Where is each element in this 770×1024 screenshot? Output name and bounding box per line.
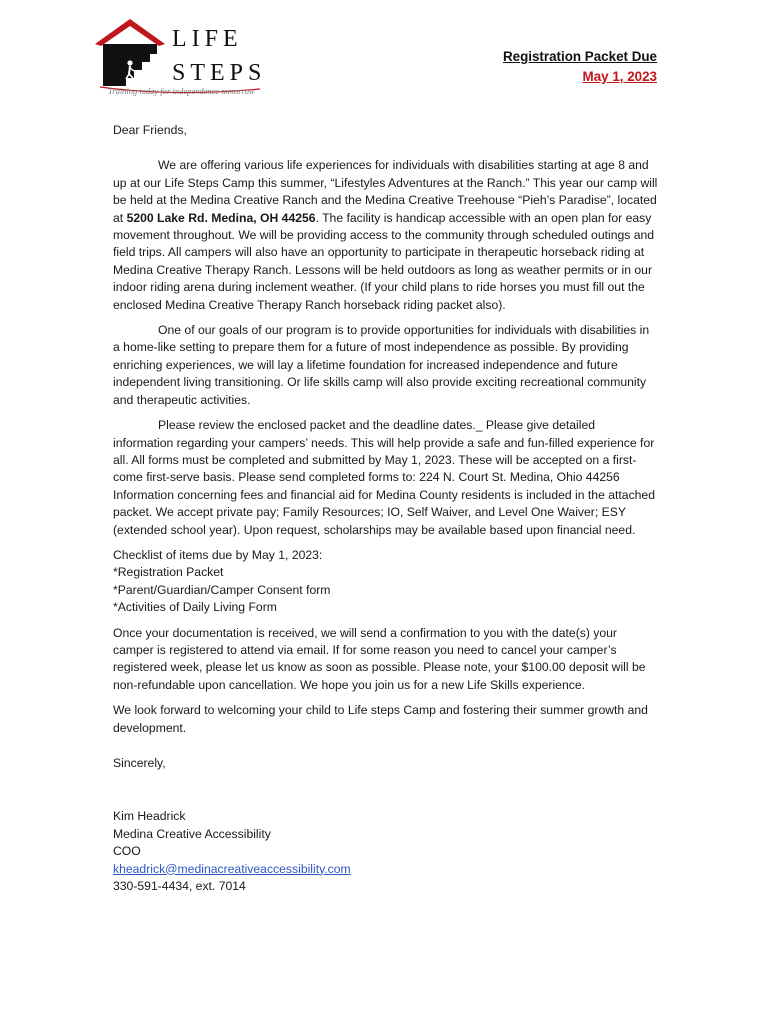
letter-body	[113, 122, 658, 895]
logo-word-steps: STEPS	[172, 60, 267, 86]
signature-title: COO	[113, 844, 141, 859]
paragraph-4: Once your documentation is received, we will send a confirmation to you with the date(s) your camper is registered to attend via email. If for some reason you need to cancel your camper’s registered week, please let us know as soon as possible. Please note, your $100.00 deposit will be non-refundable upon cancellation. We hope you join us for a new Life Skills experience.	[113, 625, 646, 692]
greeting: Dear Friends,	[113, 123, 187, 137]
paragraph-5: We look forward to welcoming your child to Life steps Camp and fostering their summer growth and development.	[113, 703, 648, 735]
logo-tagline: Training today for independence tomorrow	[108, 86, 255, 96]
due-date: May 1, 2023	[582, 69, 657, 84]
paragraph-3: Please review the enclosed packet and the deadline dates._ Please give detailed information regarding your campers’ needs. This will help provide a safe and fun-filled experience for all. All forms must be completed and submitted by May 1, 2023. These will be accepted on a first-come first-serve basis. Please send completed forms to: 224 N. Court St. Medina, Ohio 44256 Information concerning fees and financial aid for Medina County residents is included in the attached packet. We accept private pay; Family Resources; IO, Self Waiver, and Level One Waiver; ESY (extended school year). Upon request, scholarships may be available based upon financial need.	[113, 418, 655, 537]
checklist-title: Checklist of items due by May 1, 2023:	[113, 547, 323, 562]
signature-email-link[interactable]: kheadrick@medinacreativeaccessibility.com	[113, 861, 351, 876]
paragraph-1-part-b: . The facility is handicap accessible with an open plan for easy movement throughout. We will be providing access to the community through scheduled outings and field trips. All campers will also have an opportunity to participate in therapeutic horseback riding at Medina Creative Therapy Ranch. Lessons will be held outdoors as long as weather permits or in our indoor riding arena during inclement weather. (If your child plans to ride horses you must fill out the enclosed Medina Creative Therapy Ranch horseback riding packet also).	[113, 210, 655, 312]
closing: Sincerely,	[113, 756, 166, 770]
due-title: Registration Packet Due	[502, 49, 657, 64]
checklist-item: *Registration Packet	[113, 565, 224, 580]
camp-address: 5200 Lake Rd. Medina, OH 44256	[126, 210, 316, 225]
checklist-item: *Parent/Guardian/Camper Consent form	[113, 582, 331, 597]
registration-due-header	[503, 47, 657, 87]
checklist-item: *Activities of Daily Living Form	[113, 600, 277, 615]
signature-org: Medina Creative Accessibility	[113, 826, 271, 841]
signature-name: Kim Headrick	[113, 809, 186, 824]
logo-word-life: LIFE	[172, 26, 243, 52]
paragraph-1	[113, 157, 658, 314]
paragraph-1-part-a: We are offering various life experiences for individuals with disabilities starting at age 8 and up at our Life Steps Camp this summer, “Lifestyles Adventures at the Ranch.” This year our camp will be held at the Medina Creative Ranch and the Medina Creative Treehouse “Pieh’s Paradise”, located at	[113, 158, 658, 225]
paragraph-2: One of our goals of our program is to provide opportunities for individuals with disabilities in a home-like setting to prepare them for a future of most independence as possible. By providing enriching experiences, we will lay a lifetime foundation for increased independence and future independent living transitioning. Or life skills camp will also provide exciting recreational community and therapeutic activities.	[113, 323, 650, 407]
signature-phone: 330-591-4434, ext. 7014	[113, 879, 246, 894]
